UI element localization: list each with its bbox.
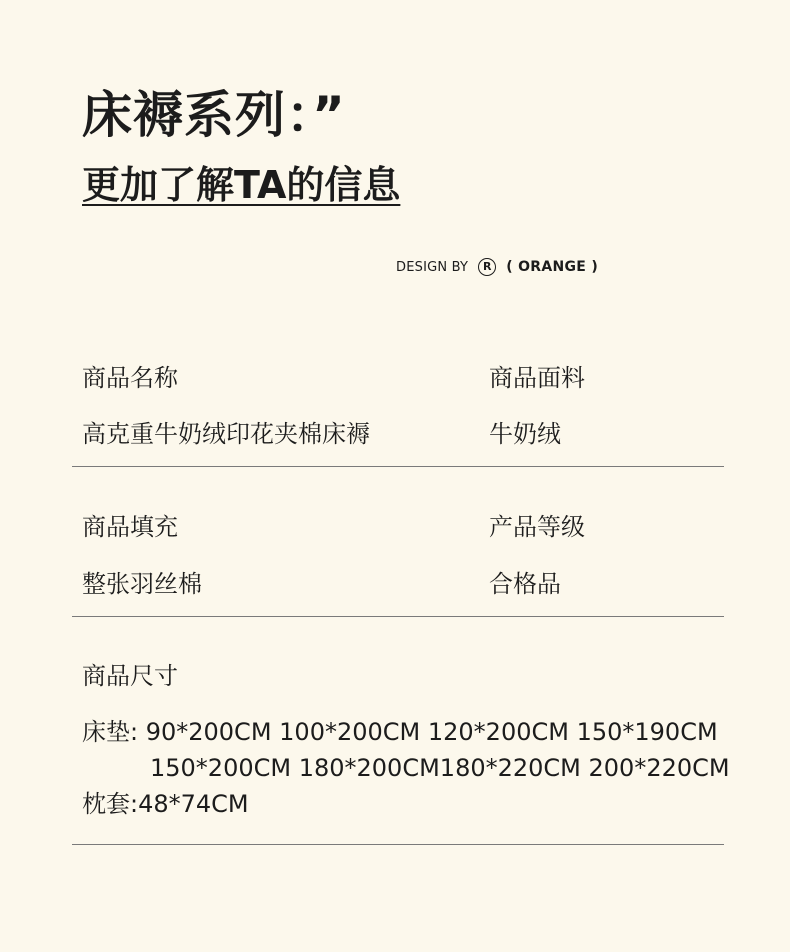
registered-trademark-icon (478, 258, 496, 276)
mattress-sizes-line-2: 150*200CM 180*200CM180*220CM 200*220CM (150, 754, 730, 782)
divider (72, 616, 724, 617)
design-by-label: DESIGN BY (396, 259, 469, 275)
mattress-sizes-line-1: 床垫: 90*200CM 100*200CM 120*200CM 150*190CM (82, 718, 718, 746)
filling-label: 商品填充 (82, 513, 178, 541)
fabric-value: 牛奶绒 (489, 420, 561, 448)
size-label: 商品尺寸 (82, 662, 178, 690)
divider (72, 844, 724, 845)
brand-name: ( ORANGE ) (506, 259, 599, 275)
fabric-label: 商品面料 (489, 364, 585, 392)
divider (72, 466, 724, 467)
grade-value: 合格品 (489, 570, 561, 598)
product-name-label: 商品名称 (82, 364, 178, 392)
filling-value: 整张羽丝棉 (82, 570, 202, 598)
page-title: 床褥系列：” (82, 86, 346, 144)
grade-label: 产品等级 (489, 513, 585, 541)
size-values (82, 714, 730, 822)
product-name-value: 高克重牛奶绒印花夹棉床褥 (82, 420, 370, 448)
page-subtitle: 更加了解TA的信息 (82, 163, 401, 207)
design-credit (396, 255, 598, 279)
pillowcase-size: 枕套:48*74CM (82, 790, 249, 818)
